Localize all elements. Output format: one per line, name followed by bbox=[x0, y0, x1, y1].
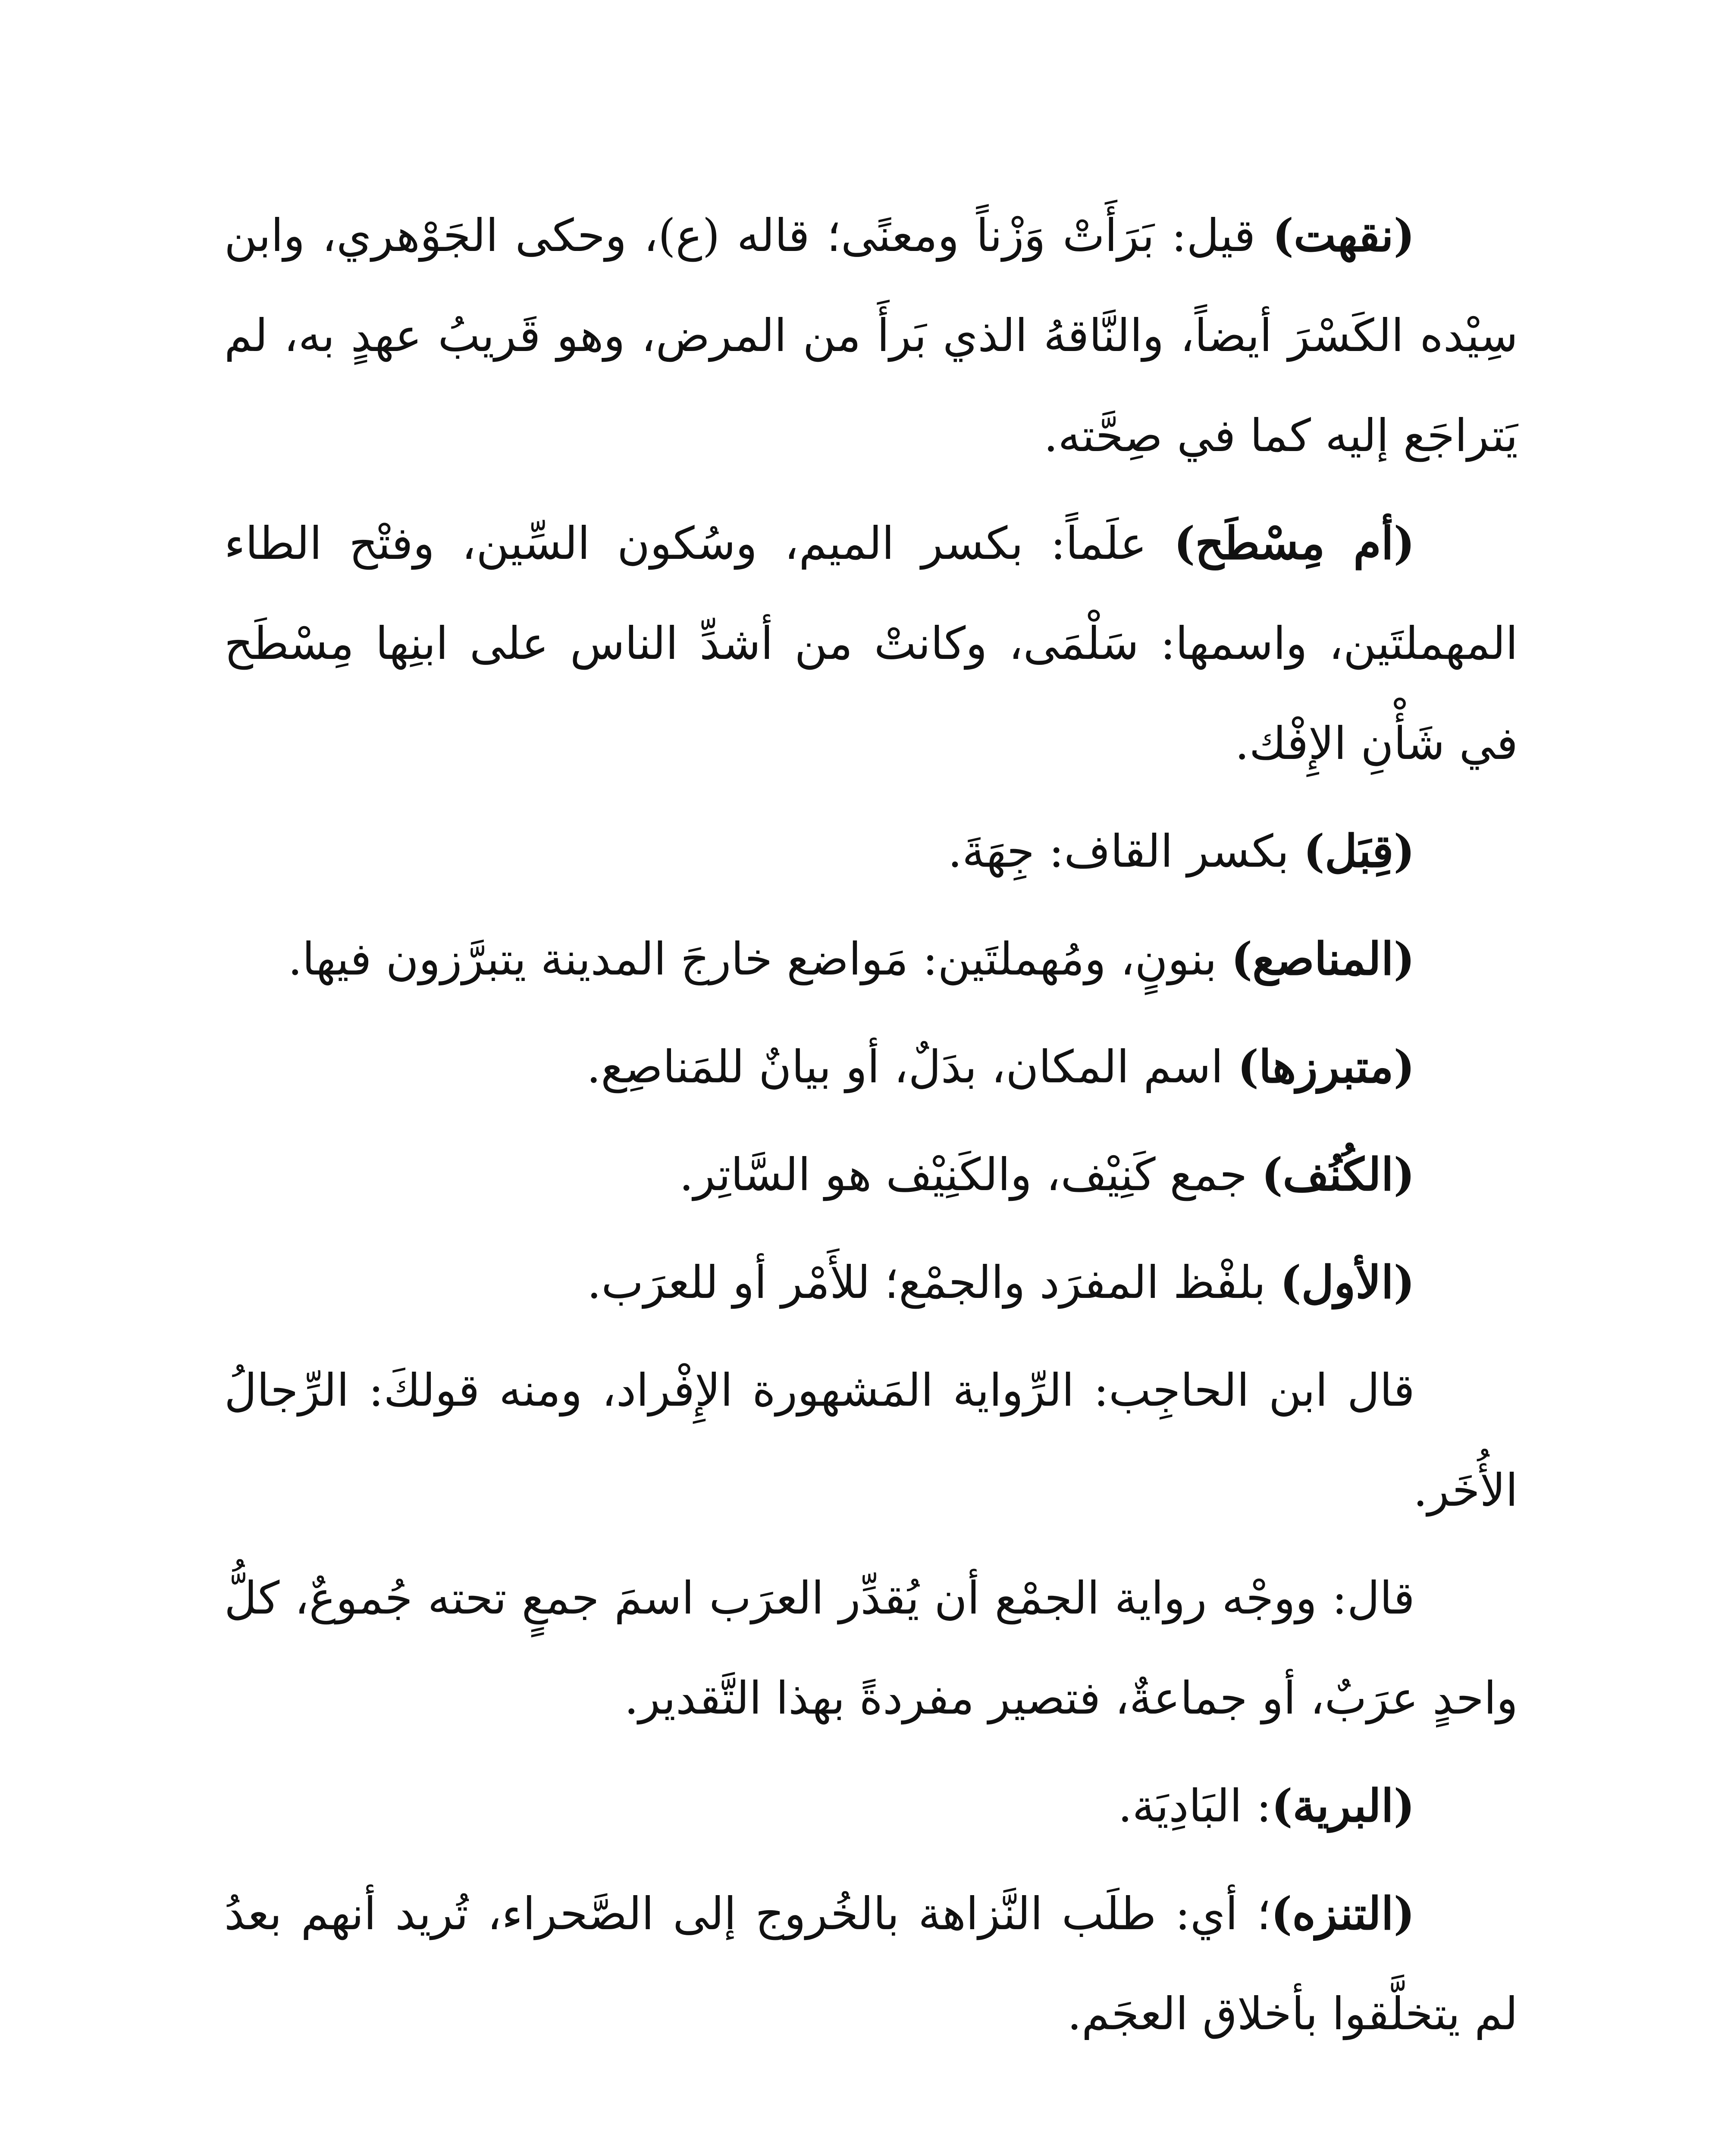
entry-manasi bbox=[224, 909, 1518, 1009]
entry-bariyya bbox=[224, 1756, 1518, 1856]
entry-mutabarrazuha bbox=[224, 1017, 1518, 1117]
paragraph-ibn-hajib bbox=[224, 1340, 1518, 1540]
paragraph-wajh-riwaya bbox=[224, 1548, 1518, 1748]
entry-awwal bbox=[224, 1232, 1518, 1332]
entry-text: قال: ووجْه رواية الجمْع أن يُقدِّر العرَب اسمَ جمعٍ تحته جُموعٌ، كلُّ واحدٍ عرَبٌ، أو جماعةٌ، فتصير مفردةً بهذا التَّقدير. bbox=[224, 1572, 1518, 1724]
entry-text: قيل: بَرَأَتْ وَزْناً ومعنًى؛ قاله (ع)، وحكى الجَوْهري، وابن سِيْده الكَسْرَ أيضاً، والنَّاقهُ الذي بَرأَ من المرض، وهو قَريبُ عهدٍ به، لم يَتراجَع إليه كما في صِحَّته. bbox=[224, 209, 1518, 462]
entry-term: (الأول) bbox=[1280, 1256, 1415, 1309]
entry-term: (أم مِسْطَح) bbox=[1174, 517, 1415, 570]
entry-text: جمع كَنِيْف، والكَنِيْف هو السَّاتِر. bbox=[679, 1148, 1262, 1201]
entry-umm-mistah bbox=[224, 493, 1518, 793]
entry-text: بكسر القاف: جِهَةَ. bbox=[948, 825, 1304, 877]
entry-term: (قِبَل) bbox=[1303, 824, 1415, 877]
entry-tanazzuh bbox=[224, 1864, 1518, 2064]
entry-term: (نقهت) bbox=[1272, 209, 1415, 262]
entry-text: بلفْظ المفرَد والجمْع؛ للأَمْر أو للعرَب. bbox=[587, 1256, 1280, 1309]
entry-term: (التنزه) bbox=[1271, 1887, 1415, 1940]
entry-text: بنونٍ، ومُهملتَين: مَواضع خارجَ المدينة يتبرَّزون فيها. bbox=[288, 933, 1231, 985]
entry-term: (المناصع) bbox=[1231, 932, 1415, 985]
entry-kunuf bbox=[224, 1125, 1518, 1225]
entry-term: (الكُنُف) bbox=[1261, 1148, 1415, 1201]
page-body bbox=[224, 185, 1518, 2071]
entry-term: (البرية) bbox=[1271, 1779, 1415, 1832]
entry-naqihat bbox=[224, 185, 1518, 486]
entry-qibal bbox=[224, 801, 1518, 901]
entry-term: (متبرزها) bbox=[1237, 1040, 1415, 1093]
entry-text: ؛ أي: طلَب النَّزاهة بالخُروج إلى الصَّحراء، تُريد أنهم بعدُ لم يتخلَّقوا بأخلاق العجَم. bbox=[224, 1887, 1518, 2040]
entry-text: اسم المكان، بدَلٌ، أو بيانٌ للمَناصِع. bbox=[586, 1040, 1238, 1093]
entry-text: : البَادِيَة. bbox=[1118, 1780, 1272, 1832]
entry-text: قال ابن الحاجِب: الرِّواية المَشهورة الإِفْراد، ومنه قولكَ: الرِّجالُ الأُخَر. bbox=[224, 1364, 1518, 1517]
entry-text: علَماً: بكسر الميم، وسُكون السِّين، وفتْح الطاء المهملتَين، واسمها: سَلْمَى، وكانتْ من أشدِّ الناس على ابنِها مِسْطَح في شَأْنِ الإِفْك. bbox=[224, 517, 1518, 770]
